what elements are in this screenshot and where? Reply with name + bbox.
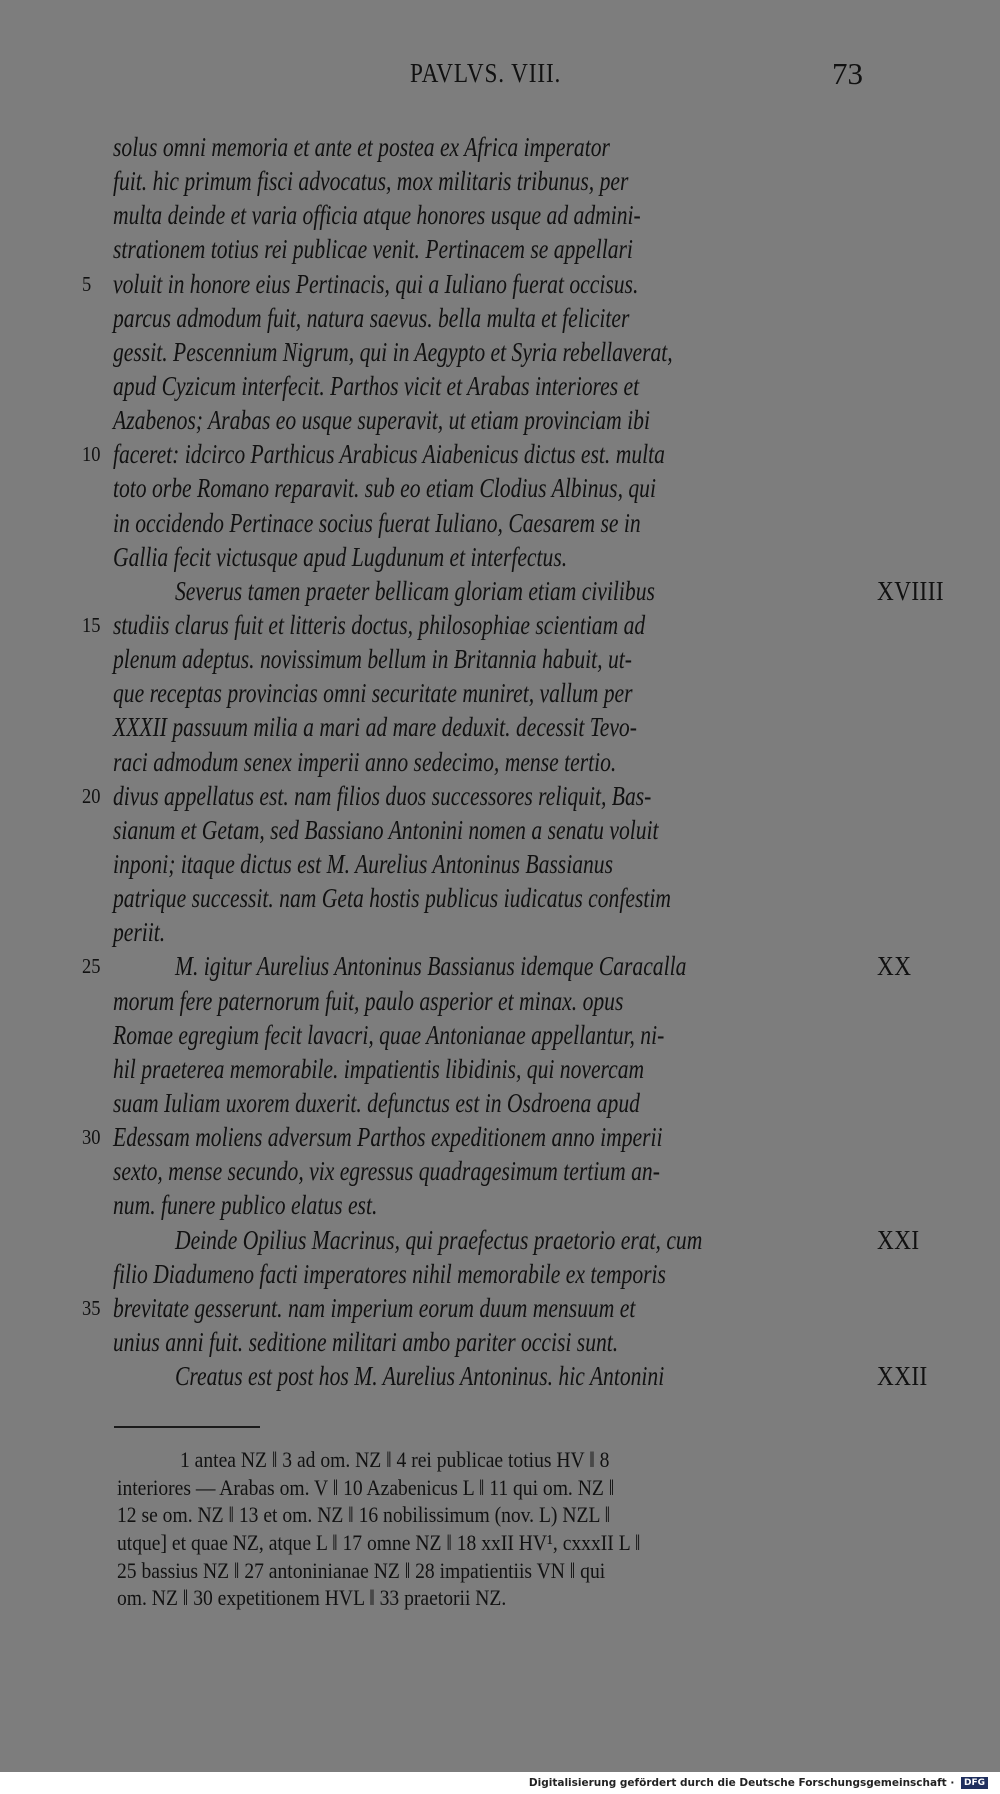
apparatus-line [0, 1446, 1000, 1474]
text-line [0, 1257, 1000, 1291]
apparatus-text: 12 se om. NZ ‖ 13 et om. NZ ‖ 16 nobilissimum (nov. L) NZL ‖ [117, 1502, 611, 1528]
line-text: unius anni fuit. seditione militari ambo pariter occisi sunt. [113, 1326, 619, 1357]
text-line [0, 1359, 1000, 1393]
apparatus-line [0, 1529, 1000, 1557]
line-text: solus omni memoria et ante et postea ex Africa imperator [113, 132, 610, 162]
text-line [0, 710, 1000, 744]
text-line [0, 130, 1000, 164]
line-text: inponi; itaque dictus est M. Aurelius Antoninus Bassianus [113, 848, 613, 879]
text-line [0, 1086, 1000, 1120]
line-text: num. funere publico elatus est. [113, 1190, 378, 1221]
text-line [0, 813, 1000, 847]
chapter-number: XVIIII [877, 575, 945, 606]
line-text: suam Iuliam uxorem duxerit. defunctus est in Osdroena apud [113, 1087, 640, 1118]
text-line [0, 779, 1000, 813]
line-text: multa deinde et varia officia atque honores usque ad admini- [113, 200, 641, 231]
text-line [0, 437, 1000, 471]
apparatus-text: om. NZ ‖ 30 expetitionem HVL ‖ 33 praetorii NZ. [117, 1585, 507, 1611]
chapter-number: XXII [877, 1361, 928, 1392]
line-text: patrique successit. nam Geta hostis publicus iudicatus confestim [113, 883, 671, 914]
chapter-number: XXI [877, 1224, 920, 1255]
text-line [0, 915, 1000, 949]
line-text: Deinde Opilius Macrinus, qui praefectus praetorio erat, cum [175, 1224, 703, 1255]
line-text: in occidendo Pertinace socius fuerat Iuliano, Caesarem se in [113, 507, 641, 538]
critical-apparatus [0, 1446, 1000, 1612]
line-text: apud Cyzicum interfecit. Parthos vicit et Arabas interiores et [113, 370, 640, 401]
text-line [0, 1188, 1000, 1222]
text-line [0, 642, 1000, 676]
line-text: Romae egregium fecit lavacri, quae Antonianae appellantur, ni- [113, 1019, 665, 1050]
text-line [0, 198, 1000, 232]
text-line [0, 1018, 1000, 1052]
line-number: 15 [82, 612, 101, 637]
line-text: strationem totius rei publicae venit. Pertinacem se appellari [113, 234, 633, 265]
text-line [0, 267, 1000, 301]
line-text: plenum adeptus. novissimum bellum in Britannia habuit, ut- [113, 644, 632, 675]
line-text: Azabenos; Arabas eo usque superavit, ut etiam provinciam ibi [113, 405, 650, 436]
text-line [0, 847, 1000, 881]
line-text: Creatus est post hos M. Aurelius Antoninus. hic Antonini [175, 1361, 665, 1392]
line-number: 20 [82, 783, 101, 808]
digitization-credit [529, 1777, 988, 1789]
line-text: filio Diadumeno facti imperatores nihil memorabile ex temporis [113, 1258, 666, 1289]
text-line [0, 745, 1000, 779]
line-text: brevitate gesserunt. nam imperium eorum duum mensuum et [113, 1292, 636, 1323]
apparatus-text: interiores — Arabas om. V ‖ 10 Azabenicus L ‖ 11 qui om. NZ ‖ [117, 1474, 615, 1500]
line-text: fuit. hic primum fisci advocatus, mox militaris tribunus, per [113, 166, 629, 197]
line-number: 25 [82, 954, 101, 979]
text-line [0, 232, 1000, 266]
line-text: parcus admodum fuit, natura saevus. bella multa et feliciter [113, 302, 630, 333]
line-text: raci admodum senex imperii anno sedecimo, mense tertio. [113, 746, 617, 777]
line-text: divus appellatus est. nam filios duos successores reliquit, Bas- [113, 780, 652, 811]
line-text: Gallia fecit victusque apud Lugdunum et interfectus. [113, 541, 568, 572]
running-head [0, 58, 1000, 98]
text-line [0, 403, 1000, 437]
line-text: voluit in honore eius Pertinacis, qui a Iuliano fuerat occisus. [113, 268, 639, 299]
dfg-logo: DFG [961, 1777, 988, 1789]
text-line [0, 1291, 1000, 1325]
apparatus-line [0, 1584, 1000, 1612]
text-line [0, 506, 1000, 540]
text-line [0, 881, 1000, 915]
text-line [0, 471, 1000, 505]
text-line [0, 984, 1000, 1018]
text-line [0, 369, 1000, 403]
text-line [0, 1120, 1000, 1154]
text-line [0, 164, 1000, 198]
apparatus-line [0, 1501, 1000, 1529]
page-number: 73 [832, 56, 863, 91]
line-text: sianum et Getam, sed Bassiano Antonini nomen a senatu voluit [113, 814, 659, 845]
text-line [0, 1223, 1000, 1257]
line-text: sexto, mense secundo, vix egressus quadragesimum tertium an- [113, 1156, 660, 1187]
line-number: 30 [82, 1125, 101, 1150]
line-text: gessit. Pescennium Nigrum, qui in Aegypto et Syria rebellaverat, [113, 336, 673, 367]
apparatus-text: utque] et quae NZ, atque L ‖ 17 omne NZ ‖ 18 xxII HV¹, cxxxII L ‖ [117, 1530, 641, 1556]
credit-text: Digitalisierung gefördert durch die Deutsche Forschungsgemeinschaft · [528, 1777, 955, 1789]
text-line [0, 540, 1000, 574]
text-line [0, 1325, 1000, 1359]
text-line [0, 335, 1000, 369]
footnote-divider [114, 1426, 260, 1428]
text-line [0, 301, 1000, 335]
line-number: 35 [82, 1295, 101, 1320]
line-number: 5 [82, 271, 92, 296]
line-text: faceret: idcirco Parthicus Arabicus Aiabenicus dictus est. multa [113, 439, 665, 470]
text-line [0, 949, 1000, 983]
text-line [0, 1154, 1000, 1188]
line-text: morum fere paternorum fuit, paulo asperior et minax. opus [113, 985, 624, 1016]
chapter-number: XX [877, 951, 912, 982]
text-line [0, 676, 1000, 710]
apparatus-text: 25 bassius NZ ‖ 27 antoninianae NZ ‖ 28 impatientiis VN ‖ qui [117, 1557, 606, 1583]
apparatus-line [0, 1474, 1000, 1502]
text-line [0, 608, 1000, 642]
line-text: Severus tamen praeter bellicam gloriam etiam civilibus [175, 575, 655, 606]
line-number: 10 [82, 442, 101, 467]
running-title: PAVLVS. VIII. [410, 58, 562, 88]
line-text: Edessam moliens adversum Parthos expeditionem anno imperii [113, 1122, 663, 1153]
line-text: periit. [113, 917, 166, 948]
apparatus-line [0, 1557, 1000, 1585]
line-text: toto orbe Romano reparavit. sub eo etiam Clodius Albinus, qui [113, 473, 656, 504]
text-line [0, 1052, 1000, 1086]
line-text: XXXII passuum milia a mari ad mare deduxit. decessit Tevo- [113, 712, 637, 743]
line-text: que receptas provincias omni securitate muniret, vallum per [113, 678, 633, 709]
line-text: M. igitur Aurelius Antoninus Bassianus idemque Caracalla [175, 951, 687, 982]
main-text [0, 130, 1000, 1393]
text-line [0, 574, 1000, 608]
line-text: hil praeterea memorabile. impatientis libidinis, qui novercam [113, 1053, 645, 1084]
apparatus-text: 1 antea NZ ‖ 3 ad om. NZ ‖ 4 rei publicae totius HV ‖ 8 [180, 1447, 610, 1472]
line-text: studiis clarus fuit et litteris doctus, philosophiae scientiam ad [113, 609, 646, 640]
